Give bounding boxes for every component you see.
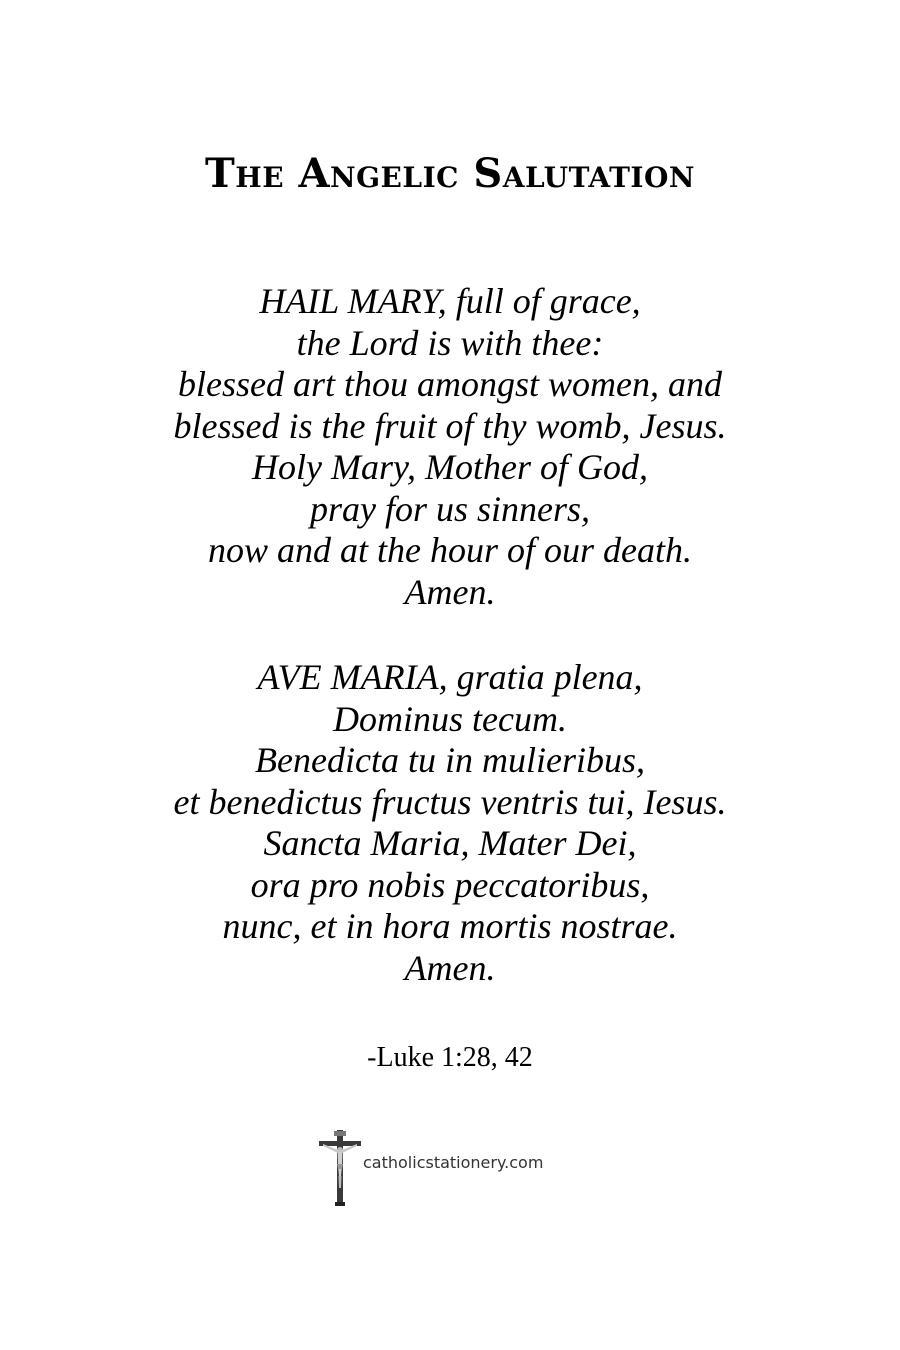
prayer-line: ora pro nobis peccatoribus, <box>250 864 650 905</box>
page-title: The Angelic Salutation <box>205 150 695 197</box>
prayer-line: AVE MARIA, gratia plena, <box>257 657 643 697</box>
scripture-citation: -Luke 1:28, 42 <box>367 1042 533 1073</box>
prayer-line: Sancta Maria, Mater Dei, <box>263 823 637 863</box>
latin-prayer <box>0 657 900 989</box>
prayer-line: Benedicta tu in mulieribus, <box>255 740 645 780</box>
prayer-line: now and at the hour of our death. <box>208 530 692 570</box>
prayer-line: the Lord is with thee: <box>296 322 604 363</box>
brand-footer <box>318 1128 543 1208</box>
crucifix-icon <box>318 1128 362 1208</box>
prayer-line: Dominus tecum. <box>333 698 567 739</box>
prayer-line: pray for us sinners, <box>309 488 591 529</box>
prayer-line: Amen. <box>404 947 496 988</box>
prayer-line: HAIL MARY, full of grace, <box>259 281 641 321</box>
prayer-line: et benedictus fructus ventris tui, Iesus. <box>173 781 727 822</box>
prayer-line: blessed art thou amongst women, and <box>178 364 722 404</box>
prayer-line: blessed is the fruit of thy womb, Jesus. <box>173 405 727 446</box>
english-prayer <box>0 281 900 613</box>
brand-url: catholicstationery.com <box>363 1153 544 1172</box>
prayer-line: Holy Mary, Mother of God, <box>252 447 648 487</box>
prayer-line: nunc, et in hora mortis nostrae. <box>222 906 678 946</box>
prayer-line: Amen. <box>404 571 496 612</box>
